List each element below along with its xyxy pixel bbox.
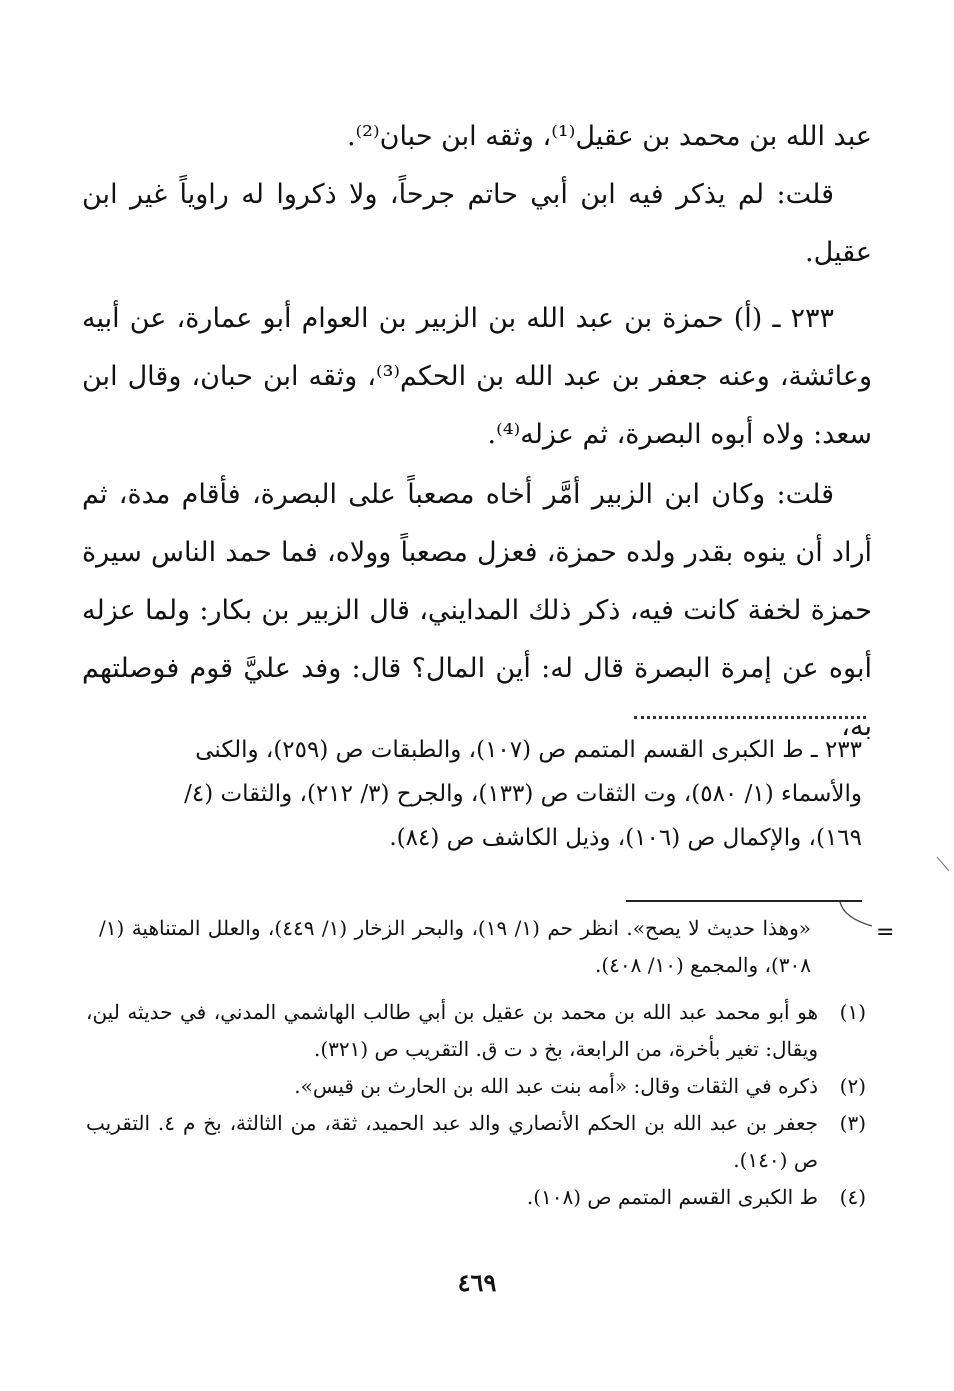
footnote-text: ذكره في الثقات وقال: «أمه بنت عبد الله بن الحارث بن قيس». — [294, 1074, 818, 1098]
footnote-item — [86, 1179, 866, 1216]
footnote-item — [86, 1068, 866, 1105]
scan-mark — [935, 855, 953, 877]
footnotes-list — [86, 994, 866, 1216]
paragraph-1: عبد الله بن محمد بن عقيل⁽¹⁾، وثقه ابن حبان⁽²⁾. — [346, 121, 872, 152]
footnote-number: (٢) — [839, 1074, 866, 1098]
footnote-rule — [626, 900, 862, 902]
footnote-number: (١) — [839, 1000, 866, 1024]
footnote-text: ط الكبرى القسم المتمم ص (١٠٨). — [526, 1185, 818, 1209]
footnote-continuation: «وهذا حديث لا يصح». انظر حم (١/ ١٩)، والبحر الزخار (١/ ٤٤٩)، والعلل المتناهية (١/ ٣٠٨)، والمجمع (١٠/ ٤٠٨). — [99, 916, 811, 977]
paragraph-2: قلت: لم يذكر فيه ابن أبي حاتم جرحاً، ولا ذكروا له راوياً غير ابن عقيل. — [82, 179, 872, 268]
footnote-item — [86, 1105, 866, 1179]
dotted-separator — [634, 712, 866, 719]
entry-sources — [162, 728, 862, 860]
main-text — [82, 108, 872, 282]
footnote-text: هو أبو محمد عبد الله بن محمد بن عقيل بن أبي طالب الهاشمي المدني، في حديثه لين، ويقال: تغير بأخرة، من الرابعة، بخ د ت ق. التقريب ص (٣٢١). — [86, 1000, 818, 1061]
footnote-text: جعفر بن عبد الله بن الحكم الأنصاري والد عبد الحميد، ثقة، من الثالثة، بخ م ٤. التقريب ص (١٤٠). — [86, 1111, 818, 1172]
paragraph-3: ٢٣٣ ـ (أ) حمزة بن عبد الله بن الزبير بن العوام أبو عمارة، عن أبيه وعائشة، وعنه جعفر بن عبد الله بن الحكم⁽³⁾، وثقه ابن حبان، وقال ابن سعد: ولاه أبوه البصرة، ثم عزله⁽⁴⁾. — [82, 303, 872, 450]
entry-sources-text: ٢٣٣ ـ ط الكبرى القسم المتمم ص (١٠٧)، والطبقات ص (٢٥٩)، والكنى والأسماء (١/ ٥٨٠)، وت الثقات ص (١٣٣)، والجرح (٣/ ٢١٢)، والثقات (٤/ ١٦٩)، والإكمال ص (١٠٦)، وذيل الكاشف ص (٨٤). — [184, 737, 862, 851]
continuation-mark: = — [876, 920, 895, 945]
paragraph-4: قلت: وكان ابن الزبير أمَّر أخاه مصعباً على البصرة، فأقام مدة، ثم أراد أن ينوه بقدر ولده حمزة، فعزل مصعباً وولاه، فما حمد الناس سيرة حمزة لخفة كانت فيه، ذكر ذلك المدايني، قال الزبير بن بكار: ولما عزله أبوه عن إمرة البصرة قال له: أين المال؟ قال: وفد عليَّ قوم فوصلتهم به، — [82, 479, 872, 742]
footnotes — [99, 910, 859, 984]
footnote-number: (٤) — [839, 1185, 866, 1209]
page-number: ٤٦٩ — [457, 1268, 497, 1297]
footnote-item — [86, 994, 866, 1068]
footnote-number: (٣) — [839, 1111, 866, 1135]
entry-233 — [82, 290, 872, 464]
